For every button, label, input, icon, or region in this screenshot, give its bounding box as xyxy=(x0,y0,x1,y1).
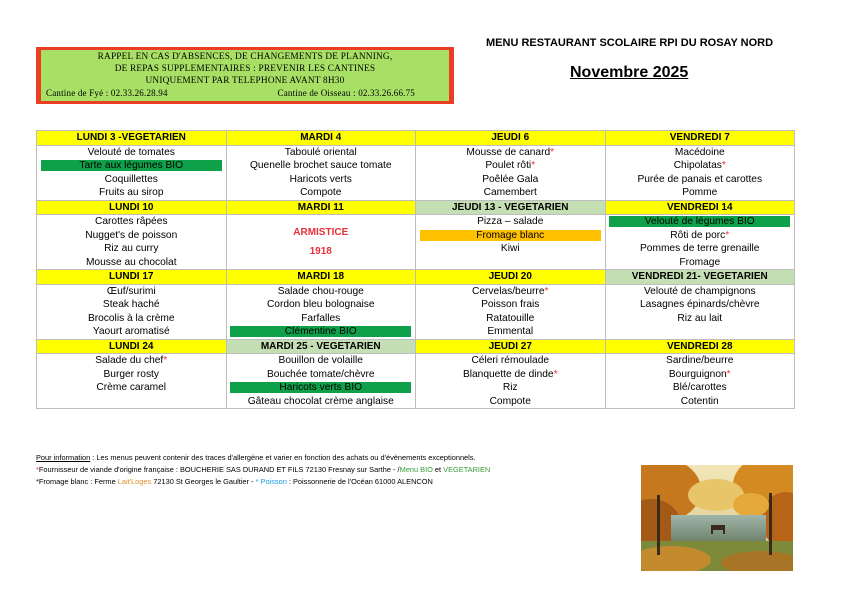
day-header: VENDREDI 21- VEGETARIEN xyxy=(605,270,795,285)
day-header: JEUDI 20 xyxy=(416,270,606,285)
dish-cell xyxy=(37,173,227,187)
dish-name: Bouchée tomate/chèvre xyxy=(266,368,375,380)
info-line-1 xyxy=(36,452,490,464)
dish-cell xyxy=(416,354,606,368)
dish-name: Velouté de champignons xyxy=(643,285,756,297)
dish-cell xyxy=(37,215,227,229)
dish-name: Compote xyxy=(489,395,531,407)
info-line-3 xyxy=(36,476,490,488)
notice-line-1: RAPPEL EN CAS D'ABSENCES, DE CHANGEMENTS DE PLANNING, xyxy=(97,52,393,62)
bio-highlight xyxy=(609,216,790,227)
info-text-3c: : Poissonnerie de l'Océan 61000 ALENCON xyxy=(286,477,433,486)
dish-cell xyxy=(416,215,606,229)
dish-name: Ratatouille xyxy=(486,312,535,324)
autumn-lake-photo xyxy=(641,465,793,571)
local-highlight xyxy=(420,230,601,241)
dish-cell xyxy=(605,242,795,256)
info-farm: Lait'Loges xyxy=(117,477,152,486)
day-header: LUNDI 10 xyxy=(37,200,227,215)
info-star: * xyxy=(36,465,39,474)
dish-cell xyxy=(416,186,606,200)
info-and: et xyxy=(432,465,444,474)
dish-cell xyxy=(37,145,227,159)
week-header-row xyxy=(37,131,795,146)
dish-cell xyxy=(605,325,795,339)
dish-name: Gâteau chocolat crème anglaise xyxy=(247,395,394,407)
french-meat-star: * xyxy=(725,229,730,241)
dish-name: Steak haché xyxy=(102,299,160,311)
day-header: MARDI 25 - VEGETARIEN xyxy=(226,339,416,354)
dish-cell xyxy=(37,186,227,200)
dish-cell xyxy=(416,242,606,256)
dish-name: Velouté de légumes BIO xyxy=(644,216,755,228)
autumn-lake-image xyxy=(641,465,793,571)
dish-name: Blé/carottes xyxy=(672,382,727,394)
menu-row xyxy=(37,186,795,200)
menu-row xyxy=(37,173,795,187)
dish-cell xyxy=(416,145,606,159)
dish-name: Salade chou-rouge xyxy=(277,285,364,297)
dish-name: Fromage xyxy=(679,256,721,268)
dish-cell xyxy=(605,298,795,312)
dish-name: Farfalles xyxy=(301,312,341,324)
dish-cell xyxy=(226,298,416,312)
dish-cell xyxy=(37,256,227,270)
dish-cell xyxy=(226,173,416,187)
dish-name: Riz au lait xyxy=(677,312,723,324)
dish-name: Cordon bleu bolognaise xyxy=(266,299,375,311)
dish-cell xyxy=(37,159,227,173)
notice-line-2: DE REPAS SUPPLEMENTAIRES : PREVENIR LES CANTINES xyxy=(114,64,376,74)
dish-cell xyxy=(416,368,606,382)
dish-name: Nugget's de poisson xyxy=(85,229,178,241)
info-poisson: Poisson xyxy=(258,477,287,486)
info-bio-legend: Menu BIO xyxy=(399,465,433,474)
info-text-1: : Les menus peuvent contenir des traces d'allergène et varier en fonction des achats ou d'évènements exceptionnels. xyxy=(90,453,476,462)
dish-name: Camembert xyxy=(483,187,537,199)
info-line-2 xyxy=(36,464,490,476)
day-header: MARDI 11 xyxy=(226,200,416,215)
dish-name: Velouté de tomates xyxy=(87,146,175,158)
day-header: VENDREDI 28 xyxy=(605,339,795,354)
dish-cell xyxy=(605,381,795,395)
dish-cell xyxy=(37,395,227,409)
dish-name: Emmental xyxy=(487,326,534,338)
dish-cell xyxy=(605,312,795,326)
dish-cell xyxy=(605,395,795,409)
dish-cell xyxy=(37,242,227,256)
day-header: JEUDI 27 xyxy=(416,339,606,354)
menu-row xyxy=(37,215,795,229)
french-meat-star: * xyxy=(163,355,168,367)
menu-row xyxy=(37,256,795,270)
dish-name: Cervelas/beurre xyxy=(472,285,545,297)
dish-cell xyxy=(226,312,416,326)
canteen-phones xyxy=(41,87,449,99)
dish-name: Clémentine BIO xyxy=(284,326,357,338)
menu-row xyxy=(37,368,795,382)
dish-name: Pizza – salade xyxy=(477,216,544,228)
french-meat-star: * xyxy=(544,285,549,297)
day-header: MARDI 4 xyxy=(226,131,416,146)
info-text-3b: 72130 St Georges le Gaultier - xyxy=(151,477,256,486)
day-header: VENDREDI 14 xyxy=(605,200,795,215)
week-header-row xyxy=(37,200,795,215)
dish-cell xyxy=(37,381,227,395)
dish-name: Salade du chef xyxy=(95,355,164,367)
phone-fye: Cantine de Fyé : 02.33.26.28.94 xyxy=(46,88,168,98)
info-label: Pour information xyxy=(36,453,91,462)
menu-row xyxy=(37,381,795,395)
dish-name: Lasagnes épinards/chèvre xyxy=(640,299,760,311)
dish-cell xyxy=(37,312,227,326)
dish-cell xyxy=(37,325,227,339)
absence-notice-text xyxy=(41,50,449,101)
dish-name: Crème caramel xyxy=(96,382,167,394)
dish-cell xyxy=(605,284,795,298)
dish-name: Pomme xyxy=(682,187,718,199)
dish-name: Tarte aux légumes BIO xyxy=(79,160,184,172)
dish-name: Purée de panais et carottes xyxy=(637,173,763,185)
dish-cell xyxy=(226,354,416,368)
menu-row xyxy=(37,395,795,409)
dish-name: Bourguignon xyxy=(668,368,727,380)
dish-name: Poisson frais xyxy=(481,299,540,311)
dish-name: Coquillettes xyxy=(104,173,158,185)
dish-cell xyxy=(605,145,795,159)
dish-name: Riz xyxy=(502,382,518,394)
dish-cell xyxy=(37,284,227,298)
dish-name: Brocolis à la crème xyxy=(87,312,175,324)
bio-highlight xyxy=(41,160,222,171)
dish-name: Blanquette de dinde xyxy=(462,368,554,380)
dish-cell xyxy=(37,229,227,243)
dish-cell xyxy=(605,354,795,368)
dish-cell xyxy=(226,381,416,395)
menu-row xyxy=(37,242,795,256)
day-header: LUNDI 3 -VEGETARIEN xyxy=(37,131,227,146)
menu-row xyxy=(37,145,795,159)
menu-row xyxy=(37,312,795,326)
dish-cell xyxy=(226,159,416,173)
dish-name: Burger rosty xyxy=(103,368,159,380)
absence-notice xyxy=(36,47,454,104)
holiday-year: 1918 xyxy=(309,246,332,257)
dish-name: Poêlée Gala xyxy=(482,173,539,185)
dish-cell xyxy=(226,325,416,339)
dish-cell xyxy=(605,256,795,270)
dish-name: Yaourt aromatisé xyxy=(92,326,170,338)
day-header: LUNDI 24 xyxy=(37,339,227,354)
dish-cell xyxy=(226,284,416,298)
dish-cell xyxy=(416,312,606,326)
holiday-cell xyxy=(226,215,416,270)
french-meat-star: * xyxy=(531,160,536,172)
day-header: JEUDI 13 - VEGETARIEN xyxy=(416,200,606,215)
week-header-row xyxy=(37,339,795,354)
dish-cell xyxy=(605,368,795,382)
dish-name: Kiwi xyxy=(500,243,520,255)
dish-name: Œuf/surimi xyxy=(106,285,156,297)
menu-row xyxy=(37,159,795,173)
french-meat-star: * xyxy=(550,146,555,158)
dish-cell xyxy=(605,173,795,187)
dish-cell xyxy=(605,186,795,200)
dish-cell xyxy=(226,145,416,159)
dish-name: Taboulé oriental xyxy=(284,146,357,158)
dish-name: Bouillon de volaille xyxy=(278,355,363,367)
dish-name: Mousse au chocolat xyxy=(85,256,177,268)
notice-line-3: UNIQUEMENT PAR TELEPHONE AVANT 8H30 xyxy=(145,76,345,86)
dish-name: Compote xyxy=(300,187,342,199)
french-meat-star: * xyxy=(726,368,731,380)
holiday-title: ARMISTICE xyxy=(293,227,349,238)
dish-name: Sardine/beurre xyxy=(666,355,734,367)
info-text-2: Fournisseur de viande d'origine française : BOUCHERIE SAS DURAND ET FILS 72130 Fresnay sur Sarthe - / xyxy=(38,465,400,474)
french-meat-star: * xyxy=(553,368,558,380)
info-veg-legend: VEGETARIEN xyxy=(443,465,491,474)
dish-cell xyxy=(416,256,606,270)
dish-name: Cotentin xyxy=(680,395,719,407)
dish-cell xyxy=(416,159,606,173)
dish-name: Poulet rôti xyxy=(485,160,532,172)
dish-cell xyxy=(226,395,416,409)
dish-cell xyxy=(416,298,606,312)
french-meat-star: * xyxy=(721,160,726,172)
dish-cell xyxy=(605,229,795,243)
menu-row xyxy=(37,229,795,243)
dish-cell xyxy=(605,159,795,173)
dish-name: Fromage blanc xyxy=(476,229,545,241)
dish-cell xyxy=(226,186,416,200)
bio-highlight xyxy=(230,382,411,393)
dish-name: Chipolatas xyxy=(673,160,722,172)
information-block xyxy=(36,452,490,488)
dish-name: Carottes râpées xyxy=(95,216,168,228)
dish-cell xyxy=(37,368,227,382)
dish-cell xyxy=(226,368,416,382)
dish-cell xyxy=(416,284,606,298)
dish-cell xyxy=(416,229,606,243)
dish-name: Haricots verts BIO xyxy=(279,382,363,394)
day-header: MARDI 18 xyxy=(226,270,416,285)
dish-cell xyxy=(605,215,795,229)
dish-name: Rôti de porc xyxy=(670,229,726,241)
day-header: VENDREDI 7 xyxy=(605,131,795,146)
dish-name: Haricots verts xyxy=(289,173,352,185)
dish-cell xyxy=(416,381,606,395)
dish-cell xyxy=(416,395,606,409)
menu-row xyxy=(37,354,795,368)
week-header-row xyxy=(37,270,795,285)
dish-name: Quenelle brochet sauce tomate xyxy=(249,160,392,172)
dish-cell xyxy=(37,354,227,368)
dish-name: Pommes de terre grenaille xyxy=(640,243,760,255)
document-title: MENU RESTAURANT SCOLAIRE RPI DU ROSAY NORD xyxy=(486,37,774,49)
dish-name: Mousse de canard xyxy=(466,146,551,158)
bio-highlight xyxy=(230,326,411,337)
dish-name: Macédoine xyxy=(674,146,725,158)
menu-row xyxy=(37,325,795,339)
dish-name: Fruits au sirop xyxy=(98,187,164,199)
dish-cell xyxy=(37,298,227,312)
info-text-3a: *Fromage blanc : Ferme xyxy=(36,477,118,486)
menu-table xyxy=(36,130,795,409)
dish-name: Céleri rémoulade xyxy=(471,355,550,367)
month-title: Novembre 2025 xyxy=(570,64,689,81)
day-header: JEUDI 6 xyxy=(416,131,606,146)
dish-cell xyxy=(416,325,606,339)
info-star-2: * xyxy=(255,477,259,486)
dish-cell xyxy=(416,173,606,187)
menu-row xyxy=(37,284,795,298)
phone-oisseau: Cantine de Oisseau : 02.33.26.66.75 xyxy=(277,88,415,98)
dish-name: Riz au curry xyxy=(104,243,159,255)
day-header: LUNDI 17 xyxy=(37,270,227,285)
menu-row xyxy=(37,298,795,312)
